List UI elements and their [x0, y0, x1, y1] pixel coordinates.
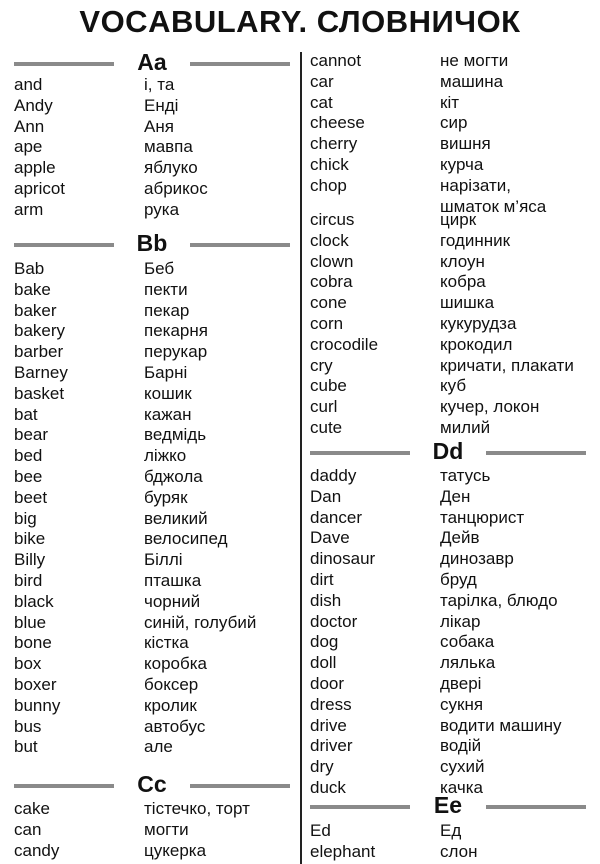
english-word: cheese	[310, 113, 365, 133]
section-header-e	[310, 792, 586, 819]
vocab-entry	[14, 279, 290, 300]
vocab-entry	[310, 112, 596, 133]
ukrainian-translation: сукня	[440, 694, 484, 714]
ukrainian-translation: ліжко	[144, 446, 187, 466]
ukrainian-translation: шишка	[440, 293, 495, 313]
vocab-entry	[14, 508, 290, 529]
ukrainian-translation: кажан	[144, 404, 192, 424]
section-rule	[486, 805, 586, 809]
vocab-entry	[310, 396, 596, 417]
ukrainian-translation: водій	[440, 736, 482, 756]
ukrainian-translation: Барні	[144, 363, 188, 382]
ukrainian-translation: кричати, плакати	[440, 355, 574, 375]
english-word: dress	[310, 694, 352, 714]
vocab-entry	[14, 736, 290, 757]
ukrainian-translation: тістечко, торт	[144, 799, 250, 818]
ukrainian-translation: крокодил	[440, 334, 513, 354]
english-word: cobra	[310, 272, 353, 292]
ukrainian-translation: вишня	[440, 134, 491, 154]
ukrainian-translation: Ед	[440, 821, 462, 840]
ukrainian-translation: цирк	[440, 210, 477, 229]
vocab-entry	[14, 653, 290, 674]
english-word: boxer	[14, 675, 57, 694]
section-rule	[190, 784, 290, 788]
english-word: Billy	[14, 550, 46, 570]
english-word: big	[14, 508, 37, 528]
vocab-entry	[14, 362, 290, 383]
vocab-entry	[310, 611, 596, 632]
english-word: cannot	[310, 51, 362, 70]
section-header-a	[14, 49, 290, 76]
ukrainian-translation: кролик	[144, 695, 197, 715]
english-word: bat	[14, 404, 38, 424]
english-word: clown	[310, 251, 354, 271]
page-title: VOCABULARY. СЛОВНИЧОК	[79, 4, 521, 39]
english-word: baker	[14, 300, 57, 320]
section-header-d	[310, 438, 586, 465]
english-word: Dave	[310, 528, 350, 548]
vocab-entry	[310, 841, 596, 862]
ukrainian-translation: Беб	[144, 259, 175, 278]
english-word: doll	[310, 653, 337, 673]
english-word: cherry	[310, 134, 358, 154]
ukrainian-translation: перукар	[144, 342, 208, 362]
english-word: dry	[310, 757, 334, 777]
ukrainian-translation: танцюрист	[440, 507, 525, 527]
ukrainian-translation: сир	[440, 113, 468, 133]
vocab-entry	[310, 154, 596, 175]
ukrainian-translation: лікар	[440, 611, 481, 631]
vocab-entry	[310, 756, 596, 777]
vocab-entry	[14, 549, 290, 570]
vocab-entry	[310, 631, 596, 652]
ukrainian-translation: абрикос	[144, 179, 208, 198]
vocab-entry	[14, 716, 290, 737]
vocab-entry	[310, 133, 596, 154]
vocab-entry	[310, 694, 596, 715]
ukrainian-translation: динозавр	[440, 549, 514, 569]
ukrainian-translation: автобус	[144, 716, 206, 736]
english-word: bear	[14, 425, 49, 445]
english-word: cry	[310, 355, 333, 375]
english-word: clock	[310, 230, 349, 250]
english-word: box	[14, 654, 42, 674]
english-word: circus	[310, 210, 355, 229]
ukrainian-translation: куб	[440, 376, 467, 396]
english-word: chop	[310, 175, 347, 195]
english-word: Ed	[310, 821, 331, 840]
ukrainian-translation: могти	[144, 819, 189, 839]
vocab-entry	[310, 569, 596, 590]
english-word: candy	[14, 840, 60, 860]
ukrainian-translation: буряк	[144, 487, 188, 507]
vocab-entry	[310, 548, 596, 569]
vocab-entry	[310, 486, 596, 507]
vocab-entry	[310, 92, 596, 113]
english-word: bakery	[14, 321, 66, 341]
english-word: dish	[310, 590, 342, 610]
english-word: cat	[310, 92, 333, 112]
ukrainian-translation: Біллі	[144, 550, 183, 570]
ukrainian-translation: чорний	[144, 591, 201, 611]
vocab-entry	[310, 292, 596, 313]
vocab-entry	[14, 136, 290, 157]
english-word: chick	[310, 155, 349, 174]
ukrainian-translation: але	[144, 737, 173, 757]
ukrainian-translation: великий	[144, 508, 208, 528]
ukrainian-translation: Дейв	[440, 528, 480, 548]
ukrainian-translation: клоун	[440, 251, 485, 271]
ukrainian-translation: бджола	[144, 467, 203, 486]
vocab-entry	[14, 445, 290, 466]
english-word: curl	[310, 397, 338, 417]
english-word: cone	[310, 293, 347, 313]
ukrainian-translation: Енді	[144, 95, 179, 115]
vocab-entry	[14, 632, 290, 653]
english-word: duck	[310, 778, 346, 797]
vocab-entry	[310, 820, 596, 841]
vocab-entry	[14, 95, 290, 116]
english-word: Bab	[14, 259, 45, 278]
ukrainian-translation: шматок м’яса	[440, 196, 547, 216]
english-word: elephant	[310, 841, 376, 861]
vocab-entry	[310, 251, 596, 272]
ukrainian-translation: кіт	[440, 92, 460, 112]
english-word: bake	[14, 279, 51, 299]
english-word: Dan	[310, 486, 342, 506]
english-word: Andy	[14, 95, 53, 115]
vocab-entry	[310, 465, 596, 486]
vocab-entry	[14, 528, 290, 549]
ukrainian-translation: нарізати,	[440, 175, 511, 195]
ukrainian-translation: сухий	[440, 757, 485, 777]
english-word: but	[14, 737, 38, 757]
english-word: arm	[14, 199, 44, 219]
english-word: Ann	[14, 116, 45, 136]
vocab-entry	[310, 230, 596, 251]
english-word: bunny	[14, 695, 61, 715]
vocab-entry	[310, 175, 596, 196]
vocab-entry	[310, 50, 596, 71]
vocab-entry	[14, 424, 290, 445]
ukrainian-translation: пекти	[144, 279, 188, 299]
ukrainian-translation: слон	[440, 841, 478, 861]
english-word: and	[14, 75, 43, 94]
ukrainian-translation: водити машину	[440, 715, 562, 735]
vocab-entry	[310, 375, 596, 396]
vocab-entry	[310, 507, 596, 528]
english-word: ape	[14, 137, 43, 157]
ukrainian-translation: кістка	[144, 633, 189, 653]
english-word: driver	[310, 736, 353, 756]
english-word: blue	[14, 612, 47, 632]
section-rule	[14, 62, 114, 66]
ukrainian-translation: велосипед	[144, 529, 228, 549]
vocab-entry	[310, 652, 596, 673]
vocab-entry	[310, 334, 596, 355]
english-word: cute	[310, 418, 343, 437]
english-word: dirt	[310, 570, 334, 589]
english-word: cube	[310, 376, 347, 396]
vocab-entry	[310, 590, 596, 611]
ukrainian-translation: Аня	[144, 116, 174, 136]
section-rule	[14, 784, 114, 788]
vocab-entry	[310, 271, 596, 292]
english-word: bus	[14, 716, 42, 736]
vocab-entry	[14, 178, 290, 199]
vocab-entry	[14, 383, 290, 404]
english-word: can	[14, 819, 42, 839]
ukrainian-translation: Ден	[440, 486, 471, 506]
vocab-entry	[14, 798, 290, 819]
ukrainian-translation: татусь	[440, 466, 491, 485]
vocab-entry	[14, 466, 290, 487]
english-word: apricot	[14, 179, 66, 198]
english-word: basket	[14, 383, 65, 403]
ukrainian-translation: кучер, локон	[440, 397, 540, 417]
ukrainian-translation: коробка	[144, 654, 207, 674]
ukrainian-translation: курча	[440, 155, 484, 174]
english-word: door	[310, 674, 345, 693]
english-word: Barney	[14, 363, 68, 382]
vocab-entry	[14, 116, 290, 137]
section-letter: Dd	[432, 438, 464, 464]
ukrainian-translation: собака	[440, 632, 495, 652]
column-divider	[300, 52, 302, 864]
english-word: dancer	[310, 507, 362, 527]
vocab-entry	[14, 404, 290, 425]
ukrainian-translation: лялька	[440, 653, 496, 673]
ukrainian-translation: тарілка, блюдо	[440, 590, 558, 610]
vocab-entry	[310, 209, 596, 230]
ukrainian-translation: кукурудза	[440, 314, 517, 333]
vocab-entry	[14, 74, 290, 95]
ukrainian-translation: двері	[440, 674, 482, 693]
ukrainian-translation: бруд	[440, 570, 477, 589]
ukrainian-translation: пекарня	[144, 321, 208, 341]
english-word: bed	[14, 446, 43, 466]
ukrainian-translation: боксер	[144, 675, 199, 694]
ukrainian-translation: і, та	[144, 75, 175, 94]
english-word: black	[14, 591, 54, 611]
section-rule	[486, 451, 586, 455]
english-word: dinosaur	[310, 549, 376, 569]
vocab-entry	[14, 612, 290, 633]
vocab-entry	[310, 355, 596, 376]
ukrainian-translation: пташка	[144, 571, 202, 590]
ukrainian-translation: годинник	[440, 230, 511, 250]
vocab-entry	[310, 417, 596, 438]
vocab-entry	[14, 840, 290, 861]
vocab-entry	[310, 71, 596, 92]
vocab-entry	[14, 695, 290, 716]
ukrainian-translation: пекар	[144, 300, 190, 320]
ukrainian-translation: милий	[440, 418, 491, 437]
english-word: bike	[14, 529, 46, 549]
english-word: corn	[310, 314, 344, 333]
ukrainian-translation: кошик	[144, 383, 192, 403]
vocab-entry	[310, 715, 596, 736]
section-letter: Ee	[433, 792, 463, 818]
vocab-entry	[14, 674, 290, 695]
english-word: bone	[14, 633, 52, 653]
vocab-entry	[310, 735, 596, 756]
english-word: cake	[14, 799, 50, 818]
english-word: daddy	[310, 466, 357, 485]
vocab-entry	[14, 199, 290, 220]
ukrainian-translation: яблуко	[144, 158, 198, 178]
ukrainian-translation: цукерка	[144, 840, 207, 860]
vocab-entry	[310, 673, 596, 694]
ukrainian-translation: не могти	[440, 51, 509, 70]
ukrainian-translation: рука	[144, 199, 180, 219]
english-word: dog	[310, 632, 339, 652]
english-word: apple	[14, 158, 56, 178]
section-rule	[310, 451, 410, 455]
section-letter: Aa	[137, 49, 167, 75]
section-rule	[310, 805, 410, 809]
vocab-entry	[14, 819, 290, 840]
section-rule	[190, 243, 290, 247]
vocab-entry	[14, 300, 290, 321]
ukrainian-translation: синій, голубий	[144, 612, 257, 632]
section-letter: Cc	[137, 771, 167, 797]
english-word: beet	[14, 487, 48, 507]
vocab-entry	[14, 487, 290, 508]
english-word: crocodile	[310, 334, 379, 354]
vocab-entry	[14, 320, 290, 341]
vocab-entry	[14, 258, 290, 279]
vocab-entry	[14, 591, 290, 612]
english-word: bee	[14, 467, 43, 486]
vocab-entry	[310, 313, 596, 334]
vocab-entry	[14, 157, 290, 178]
english-word: car	[310, 71, 334, 91]
english-word: barber	[14, 342, 64, 362]
ukrainian-translation: ведмідь	[144, 425, 207, 445]
section-header-c	[14, 771, 290, 798]
vocab-entry	[310, 527, 596, 548]
section-rule	[190, 62, 290, 66]
vocab-entry	[14, 570, 290, 591]
english-word: bird	[14, 571, 43, 590]
vocab-entry	[14, 341, 290, 362]
section-rule	[14, 243, 114, 247]
section-letter: Bb	[136, 230, 168, 256]
ukrainian-translation: качка	[440, 778, 484, 797]
ukrainian-translation: мавпа	[144, 137, 193, 157]
section-header-b	[14, 230, 290, 257]
ukrainian-translation: машина	[440, 71, 504, 91]
english-word: doctor	[310, 611, 358, 631]
ukrainian-translation: кобра	[440, 272, 486, 292]
english-word: drive	[310, 715, 347, 735]
